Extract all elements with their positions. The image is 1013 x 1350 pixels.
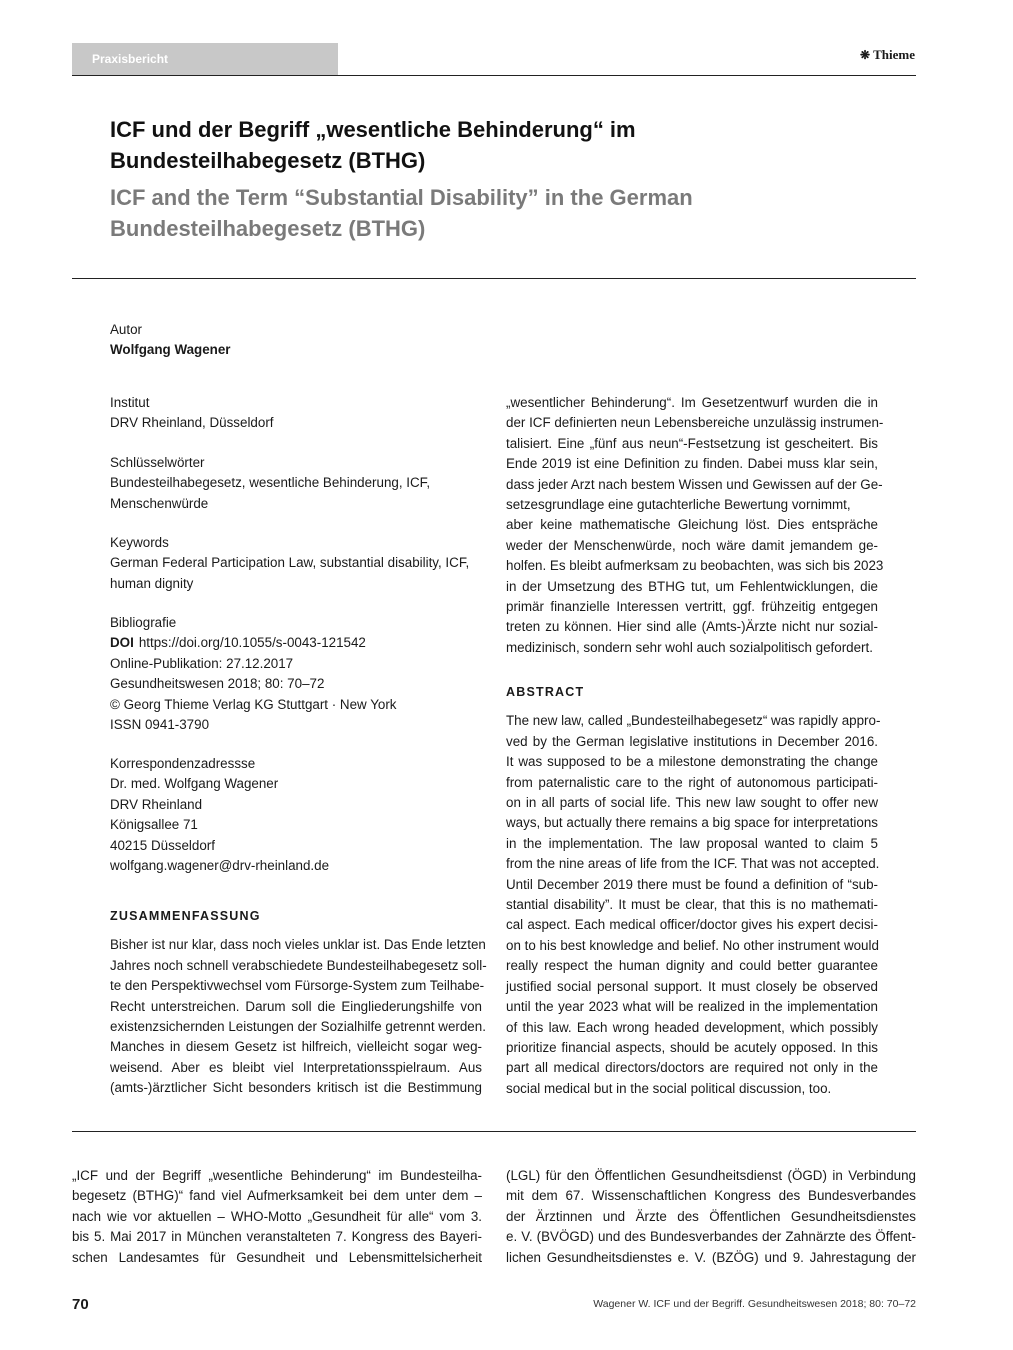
body-line: „ICF und der Begriff „wesentliche Behinderung“ im Bundesteilha- (72, 1168, 482, 1183)
text-line: „wesentlicher Behinderung“. Im Gesetzentwurf wurden die in (506, 395, 878, 410)
body-line: lichen Gesundheitsdienstes e. V. (BZÖG) und 9. Jahrestagung der (506, 1249, 916, 1265)
title-german-line: ICF und der Begriff „wesentliche Behinderung“ im (110, 117, 636, 142)
doi-link[interactable]: https://doi.org/10.1055/s-0043-121542 (138, 635, 366, 651)
keywords-en-block (110, 533, 485, 594)
publisher-name: Thieme (873, 47, 915, 62)
text-line: in der Umsetzung des BTHG tut, um Fehlentwicklungen, die (506, 578, 878, 594)
text-line: Recht unterstreichen. Darum soll die Eingliederungshilfe von (110, 998, 482, 1014)
keywords-en-label: Keywords (110, 535, 169, 550)
title-english-line: Bundesteilhabegesetz (BTHG) (110, 216, 426, 241)
text-line: weisend. Aber es bleibt viel Interpretationsspielraum. Aus (110, 1059, 482, 1075)
text-line: ways, but actually there remains a big space for interpretations (506, 815, 878, 831)
body-line: der Ärztinnen und Ärzte des Öffentlichen Gesundheitsdienstes (506, 1208, 916, 1224)
keywords-en-line: human dignity (110, 575, 194, 591)
text-line: really respect the human dignity and could better guarantee (506, 958, 878, 974)
publisher-brand (860, 47, 915, 63)
bibliography-line: © Georg Thieme Verlag KG Stuttgart · New York (110, 696, 397, 712)
correspondence-line: 40215 Düsseldorf (110, 837, 215, 853)
page-number: 70 (72, 1296, 89, 1313)
text-line: te den Perspektivwechsel vom Fürsorge-System zum Teilhabe- (110, 978, 485, 994)
text-line: on in all parts of social life. This new law sought to offer new (506, 795, 878, 811)
text-line: holfen. Es bleibt aufmerksam zu beobachten, was sich bis 2023 (506, 558, 884, 574)
body-line: (LGL) für den Öffentlichen Gesundheitsdienst (ÖGD) in Verbindung (506, 1168, 916, 1183)
text-line: aber keine mathematische Gleichung löst. Dies entspräche (506, 517, 878, 533)
abstract-heading: ABSTRACT (506, 685, 585, 699)
header-rule (72, 75, 916, 76)
text-line: dass jeder Arzt nach bestem Wissen und Gewissen auf der Ge- (506, 476, 883, 492)
text-line: medizinisch, sondern sehr wohl auch sozialpolitisch gefordert. (506, 639, 873, 655)
title-english-line: ICF and the Term “Substantial Disability” in the German (110, 185, 693, 210)
keywords-de-block (110, 453, 485, 514)
correspondence-label: Korrespondenzadressse (110, 756, 256, 771)
text-line: of this law. Each wrong headed development, which possibly (506, 1019, 878, 1035)
text-line: Until December 2019 there must be found a definition of “sub- (506, 876, 878, 892)
title-rule (72, 278, 916, 279)
bibliography-line: Online-Publikation: 27.12.2017 (110, 655, 294, 671)
text-line: Ende 2019 ist eine Definition zu finden. Dabei muss klar sein, (506, 456, 878, 472)
body-column-right (506, 1166, 916, 1268)
body-line: nach wie vor aktuellen – WHO-Motto „Gesundheit für alle“ vom 3. (72, 1208, 482, 1224)
abstract-text (506, 711, 881, 1099)
text-line: The new law, called „Bundesteilhabegesetz“ was rapidly appro- (506, 713, 881, 729)
text-line: weder der Menschenwürde, noch wäre damit jemandem ge- (506, 537, 878, 553)
text-line: Jahres noch schnell verabschiedete Bundesteilhabegesetz soll- (110, 957, 487, 973)
text-line: Bisher ist nur klar, dass noch vieles unklar ist. Das Ende letzten (110, 937, 486, 953)
body-line: schen Landesamtes für Gesundheit und Lebensmittelsicherheit (72, 1249, 482, 1265)
title-english (110, 182, 810, 244)
abstract-rule (72, 1131, 916, 1132)
bibliography-block (110, 613, 485, 735)
text-line: justified social personal support. It must closely be observed (506, 978, 878, 994)
text-line: cal aspect. Each medical officer/doctor gives his expert decisi- (506, 917, 878, 933)
text-line: until the year 2023 what will be realized in the implementation (506, 999, 878, 1015)
text-line: der ICF definierten neun Lebensbereiche unzulässig instrumen- (506, 415, 884, 431)
institute-block (110, 393, 485, 434)
zusammenfassung-continuation (506, 393, 884, 658)
title-german-line: Bundesteilhabegesetz (BTHG) (110, 148, 426, 173)
author-block (110, 320, 485, 361)
institute-label: Institut (110, 395, 150, 410)
text-line: from paternalistic care to the right of autonomous participati- (506, 774, 878, 790)
text-line: It was supposed to be a milestone demonstrating the change (506, 754, 878, 770)
thieme-logo-icon: ❋ (860, 48, 871, 62)
body-line: e. V. (BVÖGD) und des Bundesverbandes der Zahnärzte des Öffent- (506, 1229, 916, 1245)
text-line: talisiert. Eine „fünf aus neun“-Festsetzung ist gescheitert. Bis (506, 435, 878, 451)
title-german (110, 114, 810, 176)
author-name: Wolfgang Wagener (110, 342, 231, 358)
keywords-de-line: Bundesteilhabegesetz, wesentliche Behinderung, ICF, (110, 475, 431, 491)
bibliography-line: Gesundheitswesen 2018; 80: 70–72 (110, 676, 325, 692)
correspondence-line: Dr. med. Wolfgang Wagener (110, 776, 279, 792)
text-line: (amts-)ärztlicher Sicht besonders kritisch ist die Bestimmung (110, 1080, 482, 1096)
zusammenfassung-heading: ZUSAMMENFASSUNG (110, 909, 261, 923)
body-column-left (72, 1166, 482, 1268)
text-line: social medical but in the social political discussion, too. (506, 1080, 832, 1096)
zusammenfassung-block (110, 906, 487, 1099)
text-line: in the implementation. The law proposal wanted to claim 5 (506, 835, 878, 851)
zusammenfassung-text (110, 935, 487, 1098)
body-line: begesetz (BTHG)“ fand viel Aufmerksamkeit bei dem unter dem – (72, 1188, 482, 1204)
keywords-de-line: Menschenwürde (110, 495, 209, 511)
text-line: treten zu können. Hier sind alle (Amts-)Ärzte nicht nur sozial- (506, 619, 878, 635)
correspondence-line: Königsallee 71 (110, 817, 198, 833)
bibliography-label: Bibliografie (110, 615, 177, 630)
author-label: Autor (110, 322, 143, 337)
text-line: from the nine areas of life from the ICF. That was not accepted. (506, 856, 880, 872)
correspondence-block (110, 754, 485, 876)
doi-line (110, 633, 485, 653)
email-link[interactable]: wolfgang.wagener@drv-rheinland.de (110, 858, 330, 874)
text-line: ved by the German legislative institutions in December 2016. (506, 733, 878, 749)
continuation-text (506, 393, 884, 658)
text-line: part all medical directors/doctors are required not only in the (506, 1060, 878, 1076)
footer-citation: Wagener W. ICF und der Begriff. Gesundheitswesen 2018; 80: 70–72 (593, 1298, 916, 1310)
text-line: setzesgrundlage eine gutachterliche Bewertung vornimmt, (506, 497, 851, 513)
text-line: stantial disability”. It must be clear, that this is no mathemati- (506, 897, 878, 913)
keywords-en-line: German Federal Participation Law, substantial disability, ICF, (110, 555, 470, 571)
institute-value: DRV Rheinland, Düsseldorf (110, 415, 274, 431)
bibliography-line: ISSN 0941-3790 (110, 717, 210, 733)
text-line: existenzsichernden Leistungen der Sozialhilfe getrennt werden. (110, 1019, 486, 1035)
text-line: primär finanzielle Interessen vertritt, ggf. frühzeitig entgegen (506, 599, 878, 615)
section-label: Praxisbericht (72, 43, 338, 75)
text-line: Manches in diesem Gesetz ist hilfreich, vielleicht sogar weg- (110, 1039, 482, 1055)
body-line: mit dem 67. Wissenschaftlichen Kongress des Bundesverbandes (506, 1188, 916, 1204)
abstract-block (506, 682, 881, 1099)
text-line: prioritize financial aspects, should be acutely opposed. In this (506, 1039, 878, 1055)
doi-label: DOI (110, 635, 134, 651)
text-line: on to his best knowledge and belief. No other instrument would (506, 937, 879, 953)
body-line: bis 5. Mai 2017 in München veranstalteten 7. Kongress des Bayeri- (72, 1229, 482, 1245)
keywords-de-label: Schlüsselwörter (110, 455, 205, 470)
correspondence-line: DRV Rheinland (110, 796, 203, 812)
